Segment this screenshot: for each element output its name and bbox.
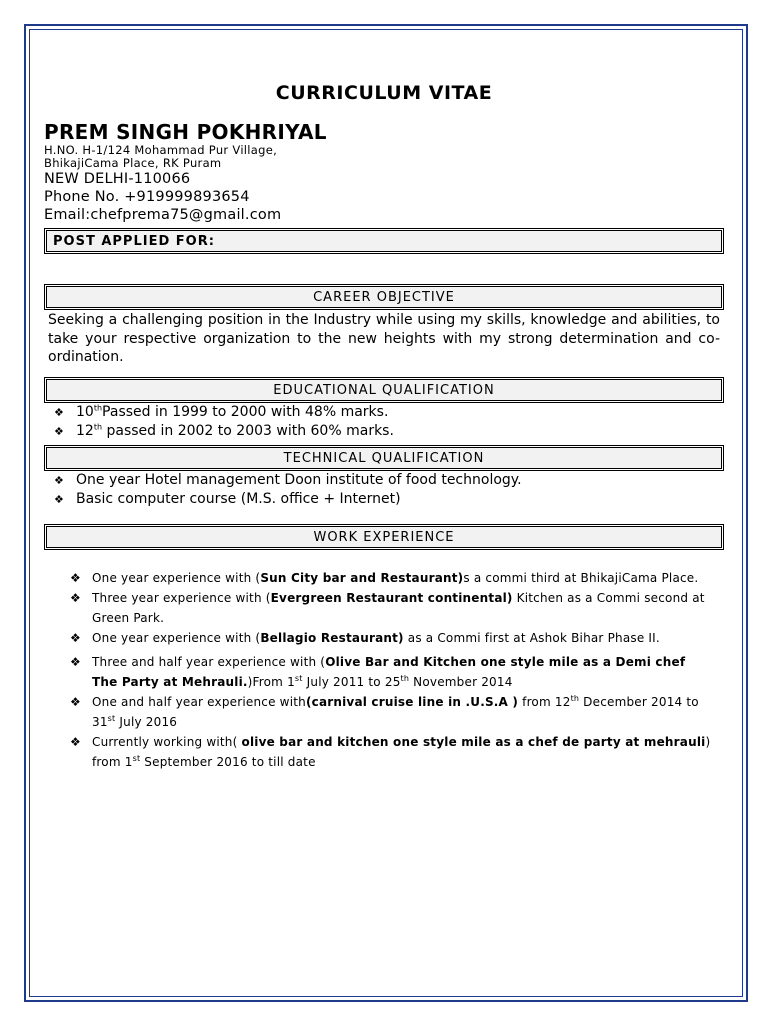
applicant-name: PREM SINGH POKHRIYAL: [44, 120, 327, 144]
work-item: ❖ One year experience with (Sun City bar and Restaurant)s a commi third at BhikajiCama Place.: [92, 568, 714, 588]
email-address: Email:chefprema75@gmail.com: [44, 207, 282, 223]
section-work-experience: WORK EXPERIENCE: [46, 526, 722, 548]
section-career-objective: CAREER OBJECTIVE: [46, 286, 722, 308]
phone-number: Phone No. +919999893654: [44, 189, 250, 205]
document-title: CURRICULUM VITAE: [275, 82, 493, 104]
section-technical-qualification: TECHNICAL QUALIFICATION: [46, 447, 722, 469]
career-objective-text: Seeking a challenging position in the Industry while using my skills, knowledge and abilities, to take your respective organization to the new heights with my strong determination and co-ordination.: [48, 312, 720, 365]
work-item: ❖ One year experience with (Bellagio Restaurant) as a Commi first at Ashok Bihar Phase II.: [92, 628, 714, 648]
technical-item: ❖ One year Hotel management Doon institute of food technology.: [76, 471, 724, 490]
work-item: ❖ Three and half year experience with (Olive Bar and Kitchen one style mile as a Demi chef The Party at Mehrauli.)From 1st July 2011 to 25th November 2014: [92, 652, 714, 692]
section-educational-qualification: EDUCATIONAL QUALIFICATION: [46, 379, 722, 401]
education-item: ❖ 10thPassed in 1999 to 2000 with 48% marks.: [76, 403, 724, 422]
city-pincode: NEW DELHI-110066: [44, 171, 191, 187]
section-post-applied: POST APPLIED FOR:: [46, 230, 722, 252]
education-item: ❖ 12th passed in 2002 to 2003 with 60% marks.: [76, 422, 724, 441]
work-item: ❖ Currently working with( olive bar and kitchen one style mile as a chef de party at mehrauli) from 1st September 2016 to till date: [92, 732, 714, 772]
address-line-1: H.NO. H-1/124 Mohammad Pur Village,: [44, 143, 278, 157]
work-item: ❖ One and half year experience with(carnival cruise line in .U.S.A ) from 12th December 2014 to 31st July 2016: [92, 692, 714, 732]
technical-list: [44, 471, 724, 509]
education-list: [44, 403, 724, 441]
work-experience-list: [44, 568, 724, 772]
work-item: ❖ Three year experience with (Evergreen Restaurant continental) Kitchen as a Commi second at Green Park.: [92, 588, 714, 628]
technical-item: ❖ Basic computer course (M.S. office + Internet): [76, 490, 724, 509]
address-line-2: BhikajiCama Place, RK Puram: [44, 156, 222, 170]
resume-content: [44, 82, 724, 772]
